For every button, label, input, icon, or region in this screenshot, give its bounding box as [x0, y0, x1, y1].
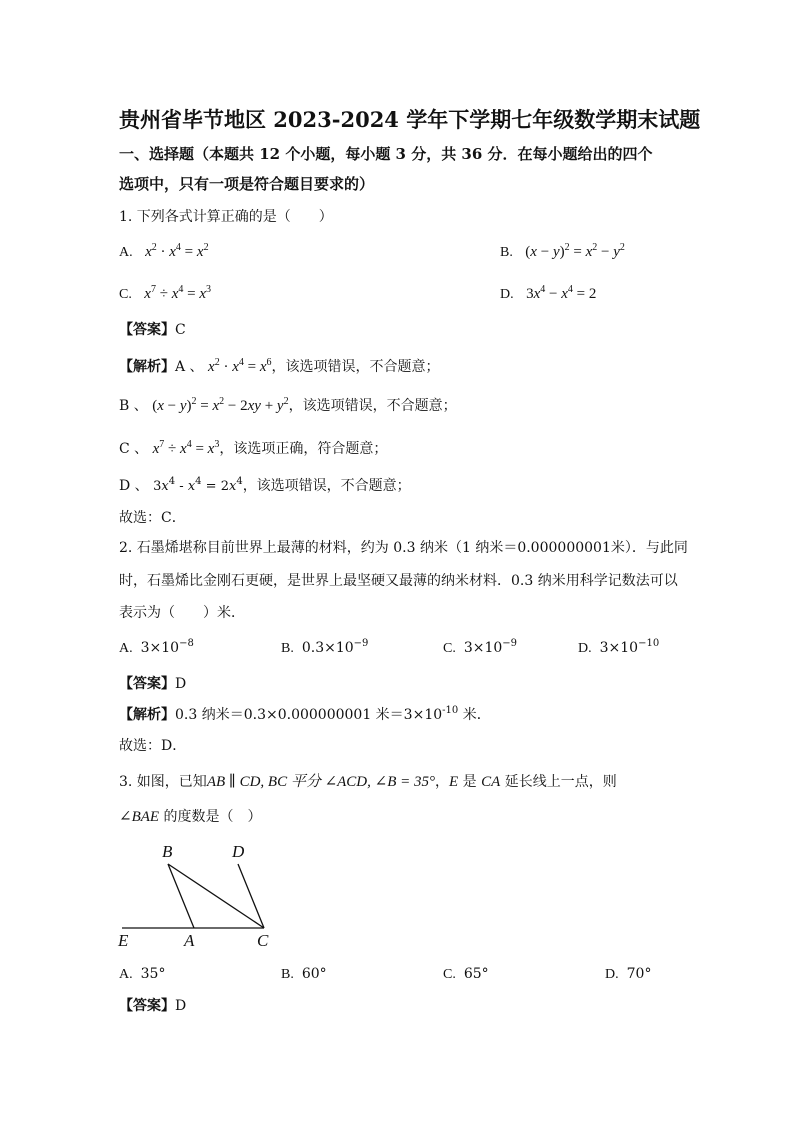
- option-value: 35°: [140, 966, 166, 982]
- q1-option-a: [119, 242, 209, 260]
- option-label: C.: [443, 641, 456, 656]
- answer-value: D: [175, 998, 187, 1014]
- option-label: A.: [119, 967, 133, 982]
- option-exponent: −9: [353, 638, 369, 649]
- option-label: D.: [578, 641, 592, 656]
- q1-option-c: [119, 284, 212, 302]
- answer-value: C: [175, 322, 186, 338]
- analysis-tail: ，该选项错误，不合题意；: [242, 478, 411, 494]
- option-exponent: −10: [638, 638, 660, 649]
- analysis-formula: $x^2 \cdot x^4 = x^6$: [208, 357, 272, 375]
- geometry-figure: [114, 838, 284, 950]
- option-label: A.: [119, 245, 133, 260]
- q2-option-d: [578, 638, 660, 656]
- q2-option-a: [119, 638, 194, 656]
- section-header-line1: 一、选择题（本题共 12 个小题，每小题 3 分，共 36 分．在每小题给出的四个: [119, 145, 653, 163]
- analysis-prefix: D 、: [119, 478, 149, 494]
- analysis-formula: $(x - y)^2 = x^2 - 2xy + y^2$: [152, 396, 289, 414]
- q2-stem-line2: 时，石墨烯比金刚石更硬，是世界上最坚硬又最薄的纳米材料．0.3 纳米用科学记数法可以: [119, 573, 678, 589]
- option-label: D.: [500, 287, 514, 302]
- section-header-line2: 选项中，只有一项是符合题目要求的）: [119, 175, 375, 193]
- q3-stem-line1: [119, 775, 617, 790]
- option-label: B.: [281, 641, 294, 656]
- q3-stem-line2: [119, 810, 262, 825]
- q1-analysis-d: [119, 476, 411, 494]
- option-value: 70°: [626, 966, 652, 982]
- q1-option-a-formula: $x^2 \cdot x^4 = x^2$: [145, 242, 209, 260]
- analysis-tail: ，该选项错误，不合题意；: [288, 398, 457, 414]
- q1-stem: 1. 下列各式计算正确的是（ ）: [119, 209, 333, 225]
- option-exponent: −9: [502, 638, 518, 649]
- label-c: C: [257, 931, 269, 950]
- q3-stem-text: 是: [458, 774, 482, 790]
- q3-option-c: [443, 967, 489, 982]
- segment-bc: [168, 864, 264, 928]
- option-label: B.: [500, 245, 513, 260]
- analysis-label: 【解析】: [119, 359, 175, 375]
- analysis-label: 【解析】: [119, 707, 175, 723]
- q1-option-d-formula: $3x^4 - x^4 = 2$: [526, 284, 597, 302]
- analysis-prefix: A 、: [175, 359, 204, 375]
- q3-stem-text: ，: [435, 774, 449, 790]
- q1-analysis-b: [119, 396, 457, 414]
- label-b: B: [162, 842, 173, 861]
- q3-stem-text: 的度数是（ ）: [159, 809, 262, 825]
- segment-dc: [238, 864, 264, 928]
- analysis-prefix: B 、: [119, 398, 148, 414]
- q3-stem-math: E: [449, 774, 459, 790]
- q3-stem-text: 3. 如图，已知: [119, 774, 207, 790]
- q2-conclusion: 故选：D．: [119, 738, 187, 754]
- q3-stem-text: 延长线上一点，则: [500, 774, 617, 790]
- q3-stem-math: AB ∥ CD, BC 平分 ∠ACD, ∠B = 35°: [206, 774, 435, 790]
- answer-label: 【答案】: [119, 998, 175, 1014]
- analysis-tail: ，该选项错误，不合题意；: [271, 359, 440, 375]
- analysis-text: 0.3 纳米＝0.3×0.000000001 米＝3×10: [175, 707, 443, 723]
- option-label: A.: [119, 641, 133, 656]
- q3-option-d: [605, 967, 651, 982]
- q1-analysis-c: [119, 439, 388, 457]
- option-label: C.: [443, 967, 456, 982]
- option-mantissa: 3×10: [140, 640, 180, 656]
- option-exponent: −8: [179, 638, 194, 649]
- option-mantissa: 0.3×10: [301, 640, 354, 656]
- option-mantissa: 3×10: [463, 640, 503, 656]
- q3-stem-math: CA: [481, 774, 501, 790]
- q1-option-b-formula: $(x - y)^2 = x^2 - y^2$: [525, 242, 625, 260]
- q3-stem-math: ∠BAE: [119, 809, 160, 825]
- answer-label: 【答案】: [119, 676, 175, 692]
- page-title: 贵州省毕节地区 2023-2024 学年下学期七年级数学期末试题: [119, 107, 701, 132]
- label-a: A: [184, 931, 195, 950]
- q1-answer: [119, 323, 186, 337]
- label-d: D: [232, 842, 245, 861]
- analysis-prefix: C 、: [119, 441, 149, 457]
- q1-option-b: [500, 242, 625, 260]
- q1-analysis-a: [119, 357, 440, 375]
- q1-conclusion: 故选：C．: [119, 510, 186, 526]
- q1-option-c-formula: $x^7 \div x^4 = x^3$: [144, 284, 212, 302]
- q2-option-c: [443, 638, 518, 656]
- analysis-exponent: -10: [442, 705, 459, 716]
- label-e: E: [118, 931, 129, 950]
- q3-option-b: [281, 967, 327, 982]
- q2-stem-line1: 2. 石墨烯堪称目前世界上最薄的材料，约为 0.3 纳米（1 纳米＝0.000000001米）．与此同: [119, 540, 688, 556]
- segment-ba: [168, 864, 194, 928]
- analysis-formula: $3x^4 - x^4 = 2x^4$: [153, 476, 243, 494]
- analysis-tail: ，该选项正确，符合题意；: [219, 441, 388, 457]
- q2-stem-line3: 表示为（ ）米．: [119, 605, 245, 621]
- answer-value: D: [175, 676, 187, 692]
- option-label: B.: [281, 967, 294, 982]
- option-value: 65°: [463, 966, 489, 982]
- option-mantissa: 3×10: [599, 640, 639, 656]
- q1-option-d: [500, 284, 597, 302]
- option-value: 60°: [301, 966, 327, 982]
- q2-option-b: [281, 638, 369, 656]
- q2-analysis: [119, 705, 491, 723]
- option-label: D.: [605, 967, 619, 982]
- analysis-formula: $x^7 \div x^4 = x^3$: [152, 439, 220, 457]
- answer-label: 【答案】: [119, 322, 175, 338]
- q3-option-a: [119, 967, 165, 982]
- q2-answer: [119, 677, 186, 691]
- option-label: C.: [119, 287, 132, 302]
- q3-answer: [119, 999, 186, 1013]
- analysis-end: 米．: [458, 707, 491, 723]
